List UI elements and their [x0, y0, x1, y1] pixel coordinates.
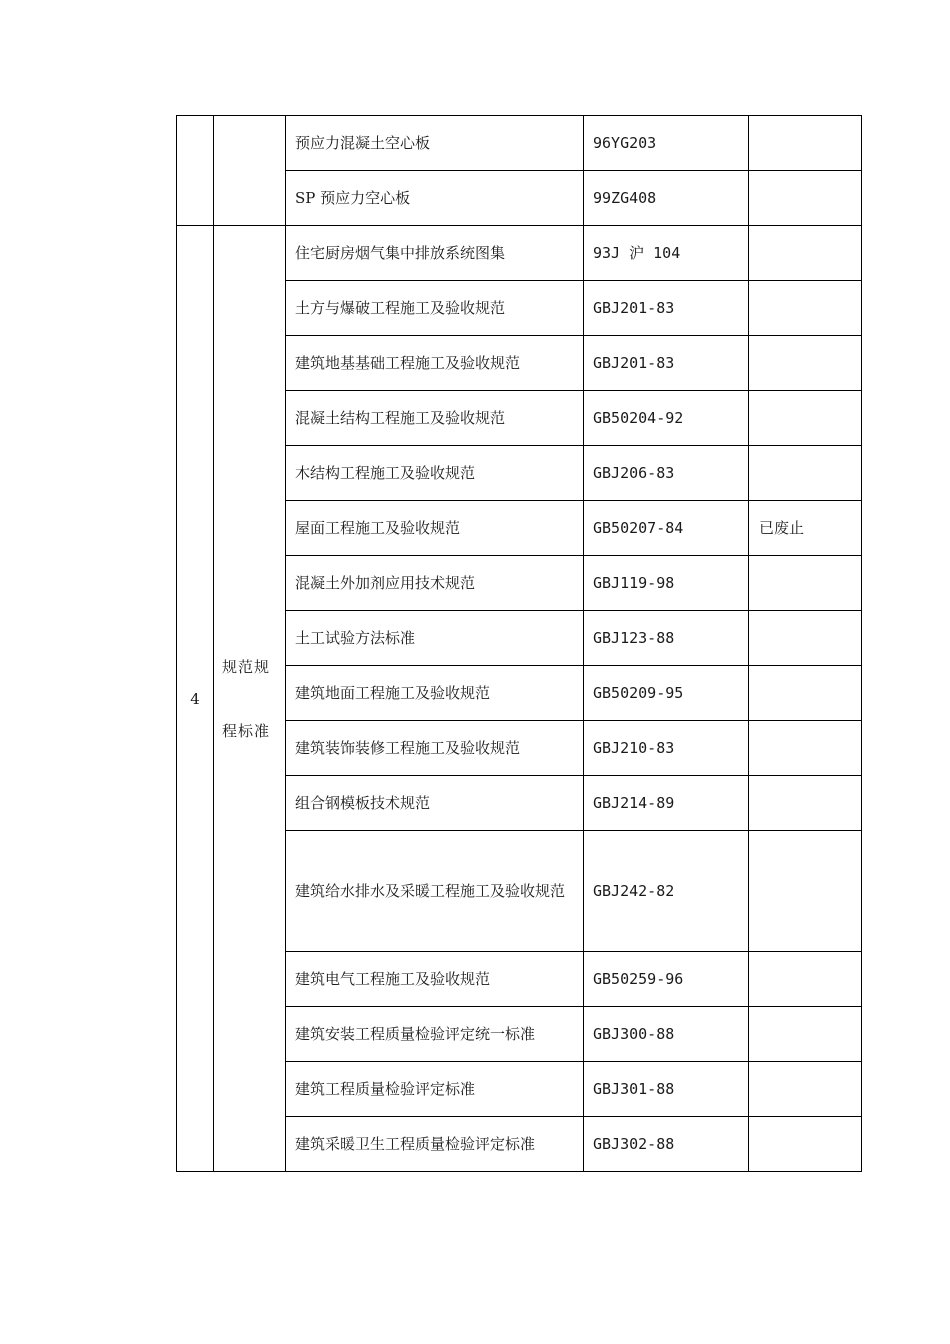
standard-code-cell: GBJ302-88	[584, 1117, 749, 1172]
standard-code-cell: GBJ242-82	[584, 831, 749, 952]
standard-name-cell: 建筑给水排水及采暖工程施工及验收规范	[286, 831, 584, 952]
standard-note-cell	[749, 1062, 862, 1117]
standard-note-cell	[749, 171, 862, 226]
standard-code-cell: GBJ119-98	[584, 556, 749, 611]
standard-note-cell	[749, 721, 862, 776]
group-number-cell: 4	[177, 226, 214, 1172]
standard-code-cell: GB50204-92	[584, 391, 749, 446]
standard-code-cell: GBJ201-83	[584, 336, 749, 391]
standard-name-cell: 建筑地基基础工程施工及验收规范	[286, 336, 584, 391]
standard-name-cell: 建筑采暖卫生工程质量检验评定标准	[286, 1117, 584, 1172]
table-row	[177, 226, 862, 281]
standard-name-cell: 建筑安装工程质量检验评定统一标准	[286, 1007, 584, 1062]
standard-code-cell: GBJ300-88	[584, 1007, 749, 1062]
standard-note-cell	[749, 611, 862, 666]
group-category-cell	[214, 116, 286, 226]
standard-name-cell: 组合钢模板技术规范	[286, 776, 584, 831]
standard-note-cell: 已废止	[749, 501, 862, 556]
standard-code-cell: 96YG203	[584, 116, 749, 171]
standard-note-cell	[749, 116, 862, 171]
standard-note-cell	[749, 391, 862, 446]
standard-note-cell	[749, 336, 862, 391]
group-number-cell	[177, 116, 214, 226]
table-row	[177, 116, 862, 171]
standard-note-cell	[749, 281, 862, 336]
standard-name-cell: 混凝土外加剂应用技术规范	[286, 556, 584, 611]
standard-code-cell: GBJ201-83	[584, 281, 749, 336]
standard-note-cell	[749, 1007, 862, 1062]
standard-code-cell: GB50259-96	[584, 952, 749, 1007]
standard-name-cell: 住宅厨房烟气集中排放系统图集	[286, 226, 584, 281]
standard-code-cell: GBJ123-88	[584, 611, 749, 666]
group-category-cell: 规范规程标准	[214, 226, 286, 1172]
standard-name-cell: 混凝土结构工程施工及验收规范	[286, 391, 584, 446]
standard-note-cell	[749, 1117, 862, 1172]
standard-code-cell: GBJ206-83	[584, 446, 749, 501]
standard-code-cell: GBJ301-88	[584, 1062, 749, 1117]
standard-note-cell	[749, 226, 862, 281]
standard-note-cell	[749, 666, 862, 721]
standard-name-cell: 土工试验方法标准	[286, 611, 584, 666]
standard-name-cell: 预应力混凝土空心板	[286, 116, 584, 171]
standard-name-cell: 木结构工程施工及验收规范	[286, 446, 584, 501]
standard-code-cell: 93J 沪 104	[584, 226, 749, 281]
standard-code-cell: 99ZG408	[584, 171, 749, 226]
standard-note-cell	[749, 776, 862, 831]
standard-code-cell: GB50207-84	[584, 501, 749, 556]
standard-note-cell	[749, 446, 862, 501]
standard-name-cell: 建筑电气工程施工及验收规范	[286, 952, 584, 1007]
standard-name-cell: 建筑地面工程施工及验收规范	[286, 666, 584, 721]
standard-code-cell: GB50209-95	[584, 666, 749, 721]
standard-name-cell: 建筑工程质量检验评定标准	[286, 1062, 584, 1117]
standard-note-cell	[749, 952, 862, 1007]
standard-note-cell	[749, 831, 862, 952]
standard-code-cell: GBJ210-83	[584, 721, 749, 776]
standard-name-cell: 建筑装饰装修工程施工及验收规范	[286, 721, 584, 776]
standard-name-cell: 屋面工程施工及验收规范	[286, 501, 584, 556]
standards-table	[176, 115, 862, 1172]
standard-note-cell	[749, 556, 862, 611]
standard-code-cell: GBJ214-89	[584, 776, 749, 831]
standard-name-cell: 土方与爆破工程施工及验收规范	[286, 281, 584, 336]
standard-name-cell: SP 预应力空心板	[286, 171, 584, 226]
